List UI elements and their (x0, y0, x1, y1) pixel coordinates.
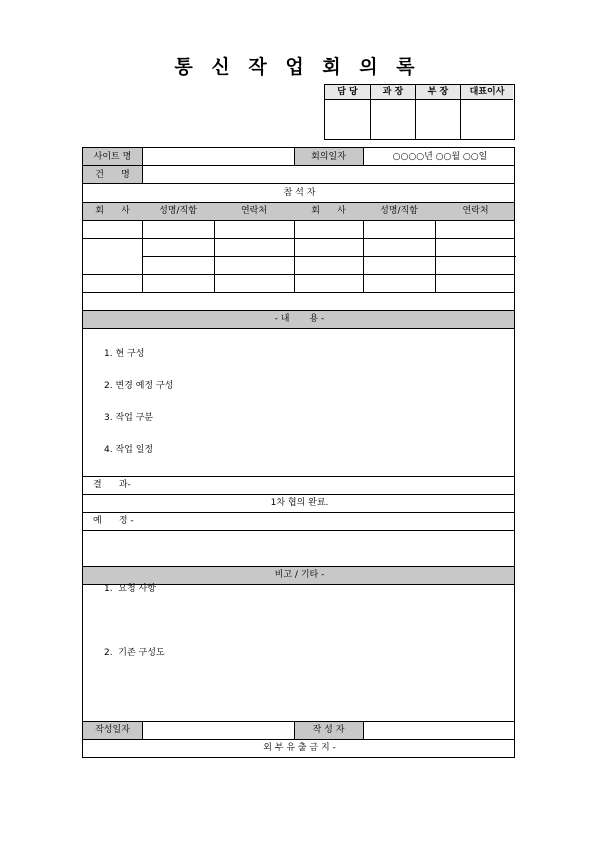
result-value: 1차 협의 완료. (270, 498, 329, 508)
result-label: 결 과- (93, 480, 131, 490)
attendee-header-company-1: 회 사 (95, 206, 130, 216)
site-name-label: 사이트 명 (93, 152, 132, 162)
written-date-label: 작성일자 (95, 725, 130, 735)
attendee-header-name-title-1: 성명/직함 (159, 206, 197, 216)
remarks-item-existing-diagram: 2. 기존 구성도 (104, 648, 165, 658)
content-item-work-type: 3. 작업 구분 (104, 413, 154, 423)
content-title: - 내 용 - (274, 314, 325, 324)
written-date-field[interactable] (143, 722, 293, 738)
meeting-date-label: 회의일자 (311, 152, 346, 162)
content-item-planned-config: 2. 변경 예정 구성 (104, 381, 174, 391)
approval-header-manager: 담 당 (325, 85, 371, 100)
confidential-footer: 외 부 유 출 금 지 - (263, 743, 336, 753)
meeting-date-field[interactable]: ○○○○년 ○○월 ○○일 (392, 152, 488, 162)
approval-sign-ceo[interactable] (461, 100, 513, 139)
approval-sign-department-head[interactable] (416, 100, 461, 139)
approval-header-section-chief: 과 장 (371, 85, 416, 100)
subject-field[interactable] (143, 166, 515, 182)
attendee-header-name-title-2: 성명/직함 (380, 206, 418, 216)
approval-header-department-head: 부 장 (416, 85, 461, 100)
approval-sign-manager[interactable] (325, 100, 371, 139)
attendee-header-contact-2: 연락처 (462, 206, 489, 216)
plan-label: 예 정 - (93, 516, 134, 526)
writer-label: 작 성 자 (312, 725, 345, 735)
remarks-title: 비고 / 기타 - (274, 570, 325, 580)
attendee-header-company-2: 회 사 (311, 206, 346, 216)
content-item-work-schedule: 4. 작업 일정 (104, 445, 154, 455)
document-title: 통 신 작 업 회 의 록 (174, 56, 421, 78)
approval-sign-section-chief[interactable] (371, 100, 416, 139)
meeting-form (82, 147, 515, 758)
approval-box (324, 84, 515, 140)
content-item-current-config: 1. 현 구성 (104, 349, 145, 359)
plan-field[interactable] (84, 531, 515, 565)
attendee-header-contact-1: 연락처 (240, 206, 268, 216)
site-name-field[interactable] (143, 149, 293, 164)
subject-label: 건 명 (95, 170, 130, 180)
approval-header-ceo: 대표이사 (461, 85, 513, 100)
attendees-title: 참 석 자 (283, 188, 316, 198)
writer-field[interactable] (364, 722, 515, 738)
remarks-item-requests: 1. 요청 사항 (104, 584, 156, 594)
